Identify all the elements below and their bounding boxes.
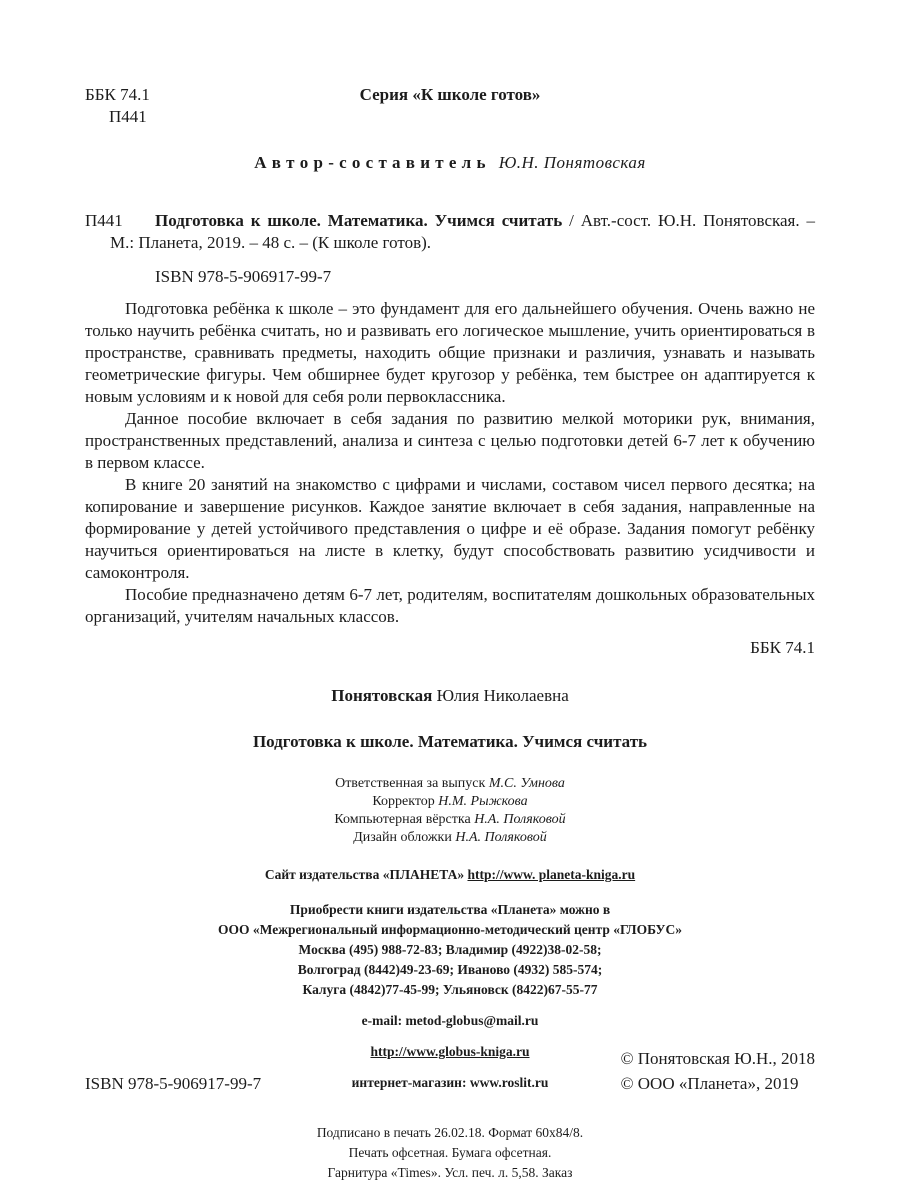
annotation-paragraph: В книге 20 занятий на знакомство с цифрами и числами, составом чисел первого десятка; на копирование и завершение рисунков. Каждое занятие включает в себя задания, направленные на формирование у детей устойчивого представления о цифре и её образе. Задания помогут ребёнку научиться ориентироваться на листе в клетку, будут способствовать развитию усидчивости и самоконтроля. <box>85 475 815 582</box>
udc-code: П441 <box>109 107 147 126</box>
email-line: e-mail: metod-globus@mail.ru <box>361 1013 539 1028</box>
purchase-line: Волгоград (8442)49-23-69; Иваново (4932) 585-574; <box>297 962 603 977</box>
bib-margin-code: П441 <box>85 211 123 230</box>
copyright-author: © Понятовская Ю.Н., 2018 <box>620 1049 815 1068</box>
series-title: Серия «К школе готов» <box>359 85 541 104</box>
isbn-top: ISBN 978-5-906917-99-7 <box>155 267 332 286</box>
credit-line <box>85 793 815 811</box>
bib-rest: / Авт.-сост. Ю.Н. Понятовская. – М.: Планета, 2019. – 48 с. – (К школе готов). <box>110 211 815 252</box>
author-compiler-label: А в т о р - с о с т а в и т е л ь <box>254 153 486 172</box>
purchase-line: Приобрести книги издательства «Планета» можно в <box>289 902 611 917</box>
print-info-line: Гарнитура «Times». Усл. печ. л. 5,58. Заказ <box>327 1165 573 1180</box>
publisher-site-line <box>85 866 815 883</box>
credit-role: Корректор <box>372 794 439 809</box>
bbk-number-right: ББК 74.1 <box>750 638 815 657</box>
credit-role: Дизайн обложки <box>353 830 456 845</box>
copyright-block <box>621 1046 815 1096</box>
credit-person: Н.М. Рыжкова <box>438 794 528 809</box>
bbk-number: ББК 74.1 <box>85 85 150 104</box>
globus-site-link[interactable]: http://www.globus-kniga.ru <box>370 1044 530 1059</box>
book-title: Подготовка к школе. Математика. Учимся считать <box>252 732 648 751</box>
annotation-paragraph: Подготовка ребёнка к школе – это фундамент для его дальнейшего обучения. Очень важно не только научить ребёнка считать, но и развивать его логическое мышление, учить ориентироваться в пространстве, сравнивать предметы, находить общие признаки и различия, узнавать и называть геометрические фигуры. Чем обширнее будет кругозор у ребёнка, тем быстрее он адаптируется к новым условиям и к новой для себя роли первоклассника. <box>85 299 815 406</box>
purchase-line: Москва (495) 988-72-83; Владимир (4922)38-02-58; <box>298 942 602 957</box>
credit-line <box>85 775 815 793</box>
header <box>85 84 815 132</box>
bbk-block <box>85 84 150 128</box>
copyright-publisher: © ООО «Планета», 2019 <box>620 1074 799 1093</box>
purchase-info-block <box>85 900 815 1000</box>
isbn-bottom: ISBN 978-5-906917-99-7 <box>85 1074 262 1093</box>
credit-person: Н.А. Поляковой <box>474 812 566 827</box>
author-compiler-line <box>85 152 815 174</box>
print-info-line: Печать офсетная. Бумага офсетная. <box>348 1145 552 1160</box>
online-shop-line: интернет-магазин: www.roslit.ru <box>351 1075 549 1090</box>
credit-role: Компьютерная вёрстка <box>334 812 475 827</box>
annotation <box>85 298 815 659</box>
author-compiler-name: Ю.Н. Понятовская <box>498 153 646 172</box>
footer <box>85 1046 815 1096</box>
credit-line <box>85 829 815 847</box>
publisher-site-link[interactable]: http://www. planeta-kniga.ru <box>467 867 636 882</box>
credits-block <box>85 775 815 847</box>
author-full-name <box>85 685 815 707</box>
credit-line <box>85 811 815 829</box>
annotation-paragraph: Данное пособие включает в себя задания по развитию мелкой моторики рук, внимания, пространственных представлений, анализа и синтеза с целью подготовки детей 6-7 лет к обучению в первом классе. <box>85 409 815 472</box>
bibliographic-record <box>85 210 815 288</box>
bib-title: Подготовка к школе. Математика. Учимся считать <box>155 211 563 230</box>
purchase-line: Калуга (4842)77-45-99; Ульяновск (8422)67-55-77 <box>302 982 598 997</box>
annotation-paragraph: Пособие предназначено детям 6-7 лет, родителям, воспитателям дошкольных образовательных организаций, учителям начальных классов. <box>85 585 815 626</box>
print-info-block <box>85 1123 815 1183</box>
purchase-line: ООО «Межрегиональный информационно-методический центр «ГЛОБУС» <box>218 922 682 937</box>
credit-person: М.С. Умнова <box>488 776 565 791</box>
credit-person: Н.А. Поляковой <box>455 830 547 845</box>
print-info-line: Подписано в печать 26.02.18. Формат 60х84/8. <box>316 1125 584 1140</box>
author-surname: Понятовская <box>331 686 433 705</box>
credit-role: Ответственная за выпуск <box>335 776 489 791</box>
publisher-site-label: Сайт издательства «ПЛАНЕТА» <box>264 867 468 882</box>
author-given-names: Юлия Николаевна <box>432 686 569 705</box>
bib-text <box>110 210 815 254</box>
